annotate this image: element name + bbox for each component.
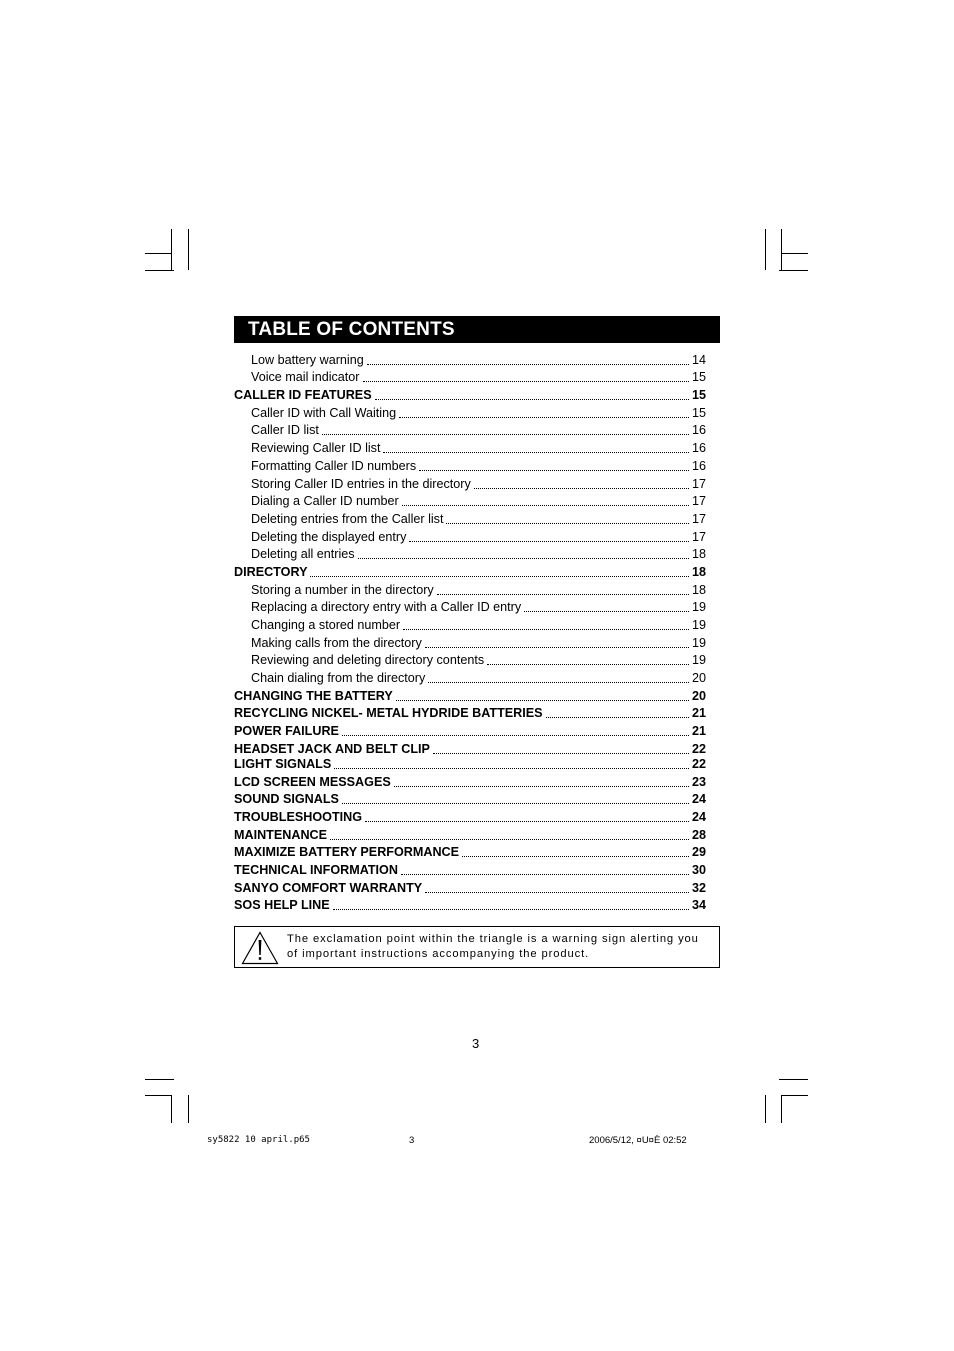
toc-leader-dots (425, 646, 689, 648)
toc-page-number: 19 (691, 653, 706, 668)
toc-label: SOS HELP LINE (234, 898, 330, 913)
toc-page-number: 24 (691, 809, 706, 824)
toc-subsection-row (234, 421, 706, 439)
toc-section-row (234, 772, 706, 790)
toc-page-number: 20 (691, 688, 706, 703)
toc-page-number: 21 (691, 706, 706, 721)
crop-mark (171, 229, 172, 270)
toc-subsection-row (234, 509, 706, 527)
toc-page-number: 20 (691, 671, 706, 686)
crop-mark (188, 1095, 189, 1123)
toc-page-number: 16 (691, 441, 706, 456)
page-number: 3 (472, 1036, 480, 1051)
crop-mark (145, 253, 172, 254)
crop-mark (765, 229, 766, 270)
toc-leader-dots (546, 716, 689, 718)
toc-label: RECYCLING NICKEL- METAL HYDRIDE BATTERIES (234, 706, 543, 721)
crop-mark (145, 1079, 174, 1080)
toc-section-row (234, 860, 706, 878)
toc-subsection-row (234, 545, 706, 563)
toc-page-number: 15 (691, 370, 706, 385)
toc-leader-dots (330, 838, 689, 840)
toc-label: Low battery warning (251, 352, 364, 367)
toc-leader-dots (403, 628, 689, 630)
toc-subsection-row (234, 615, 706, 633)
toc-page-number: 17 (691, 494, 706, 509)
toc-label: SOUND SIGNALS (234, 792, 339, 807)
toc-subsection-row (234, 474, 706, 492)
toc-leader-dots (322, 433, 689, 435)
toc-label: Changing a stored number (251, 618, 401, 632)
toc-page-number: 14 (691, 352, 706, 367)
toc-page-number: 17 (691, 511, 706, 526)
toc-section-row (234, 896, 706, 914)
toc-page-number: 28 (691, 827, 706, 842)
warning-box (234, 926, 720, 968)
toc-leader-dots (365, 820, 689, 822)
toc-page-number: 18 (691, 547, 706, 562)
toc-label: LIGHT SIGNALS (234, 756, 332, 771)
toc-label: LCD SCREEN MESSAGES (234, 774, 391, 789)
toc-label: Caller ID with Call Waiting (251, 405, 397, 420)
footer-filename: sy5822 10 april.p65 (207, 1135, 310, 1145)
toc-label: CHANGING THE BATTERY (234, 688, 393, 703)
toc-leader-dots (462, 855, 689, 857)
toc-leader-dots (433, 752, 689, 754)
toc-leader-dots (342, 802, 689, 804)
toc-leader-dots (375, 398, 689, 400)
toc-page-number: 19 (691, 600, 706, 615)
crop-mark (779, 1079, 808, 1080)
toc-leader-dots (446, 522, 689, 524)
toc-label: Reviewing and deleting directory contents (251, 653, 485, 668)
toc-subsection-row (234, 438, 706, 456)
toc-section-row (234, 878, 706, 896)
toc-label: Caller ID list (251, 423, 319, 438)
crop-mark (781, 1095, 808, 1096)
toc-page-number: 19 (691, 635, 706, 650)
toc-page-number: 17 (691, 529, 706, 544)
toc-page-number: 18 (691, 582, 706, 597)
crop-mark (781, 1095, 782, 1123)
crop-mark (781, 253, 808, 254)
crop-mark (145, 270, 174, 271)
toc-page-number: 22 (691, 756, 706, 771)
footer-page: 3 (409, 1135, 415, 1146)
toc-label: MAINTENANCE (234, 827, 328, 842)
toc-label: Making calls from the directory (251, 635, 422, 650)
crop-mark (171, 1095, 172, 1123)
toc-page-number: 15 (691, 388, 706, 403)
toc-leader-dots (358, 557, 689, 559)
toc-label: Storing Caller ID entries in the directory (251, 476, 471, 491)
toc-section-row (234, 385, 706, 403)
toc-section-row (234, 739, 706, 757)
toc-label: Deleting the displayed entry (251, 529, 407, 544)
toc-page-number: 30 (691, 862, 706, 877)
toc-section-row (234, 825, 706, 843)
toc-page-number: 17 (691, 476, 706, 491)
toc-leader-dots (402, 504, 689, 506)
toc-label: Chain dialing from the directory (251, 671, 426, 686)
toc-leader-dots (437, 593, 689, 595)
toc-page-number: 15 (691, 405, 706, 420)
toc-section-row (234, 757, 706, 772)
crop-mark (188, 229, 189, 270)
toc-leader-dots (425, 891, 689, 893)
toc-label: MAXIMIZE BATTERY PERFORMANCE (234, 845, 460, 860)
toc-leader-dots (394, 785, 689, 787)
toc-subsection-row (234, 527, 706, 545)
toc-label: Deleting entries from the Caller list (251, 511, 444, 526)
toc-page-number: 29 (691, 845, 706, 860)
crop-mark (765, 1095, 766, 1123)
toc-leader-dots (487, 663, 689, 665)
toc-leader-dots (401, 873, 689, 875)
toc-page-number: 21 (691, 724, 706, 739)
toc-page-number: 23 (691, 774, 706, 789)
toc-subsection-row (234, 403, 706, 421)
toc-section-row (234, 790, 706, 808)
crop-mark (779, 270, 808, 271)
toc-subsection-row (234, 368, 706, 386)
toc-subsection-row (234, 668, 706, 686)
toc-label: Deleting all entries (251, 547, 355, 562)
toc-leader-dots (428, 681, 689, 683)
toc-section-row (234, 721, 706, 739)
crop-mark (145, 1095, 172, 1096)
toc-leader-dots (363, 380, 689, 382)
toc-leader-dots (474, 487, 689, 489)
toc-label: TECHNICAL INFORMATION (234, 862, 398, 877)
toc-leader-dots (342, 734, 689, 736)
toc-leader-dots (524, 610, 689, 612)
warning-triangle-icon (241, 931, 279, 965)
crop-mark (781, 229, 782, 270)
toc-label: CALLER ID FEATURES (234, 388, 372, 403)
toc-leader-dots (399, 416, 689, 418)
toc-label: HEADSET JACK AND BELT CLIP (234, 741, 430, 756)
toc-leader-dots (367, 363, 689, 365)
toc-label: Voice mail indicator (251, 370, 360, 385)
toc-leader-dots (333, 908, 689, 910)
toc-page-number: 22 (691, 741, 706, 756)
toc-section-row (234, 843, 706, 861)
toc-section-row (234, 686, 706, 704)
toc-subsection-row (234, 598, 706, 616)
toc-label: TROUBLESHOOTING (234, 809, 363, 824)
toc-leader-dots (310, 575, 689, 577)
toc-label: Storing a number in the directory (251, 582, 434, 597)
toc-label: Dialing a Caller ID number (251, 494, 399, 509)
toc-label: DIRECTORY (234, 564, 308, 579)
toc-section-row (234, 562, 706, 580)
toc-label: Reviewing Caller ID list (251, 441, 381, 456)
footer-date: 2006/5/12, ¤U¤È 02:52 (589, 1135, 687, 1146)
toc-label: Formatting Caller ID numbers (251, 458, 417, 473)
toc-section-row (234, 704, 706, 722)
toc-header (234, 316, 720, 343)
toc-leader-dots (334, 767, 689, 769)
toc-section-row (234, 807, 706, 825)
toc-page-number: 32 (691, 880, 706, 895)
toc-label: SANYO COMFORT WARRANTY (234, 880, 423, 895)
toc-label: POWER FAILURE (234, 724, 339, 739)
toc-leader-dots (409, 540, 689, 542)
toc-page-number: 34 (691, 898, 706, 913)
toc-leader-dots (396, 699, 689, 701)
toc-subsection-row (234, 492, 706, 510)
toc-subsection-row (234, 633, 706, 651)
toc-subsection-row (234, 580, 706, 598)
toc-subsection-row (234, 350, 706, 368)
toc-subsection-row (234, 651, 706, 669)
toc-page-number: 19 (691, 618, 706, 632)
toc-leader-dots (383, 451, 689, 453)
toc-subsection-row (234, 456, 706, 474)
toc-list (234, 350, 706, 913)
toc-page-number: 16 (691, 458, 706, 473)
toc-leader-dots (419, 469, 689, 471)
toc-page-number: 24 (691, 792, 706, 807)
toc-page-number: 18 (691, 564, 706, 579)
toc-page-number: 16 (691, 423, 706, 438)
page-title: TABLE OF CONTENTS (248, 319, 455, 340)
warning-text: The exclamation point within the triangle is a warning sign alerting you of important instructions accompanying the product. (287, 933, 699, 960)
toc-label: Replacing a directory entry with a Caller ID entry (251, 600, 522, 615)
